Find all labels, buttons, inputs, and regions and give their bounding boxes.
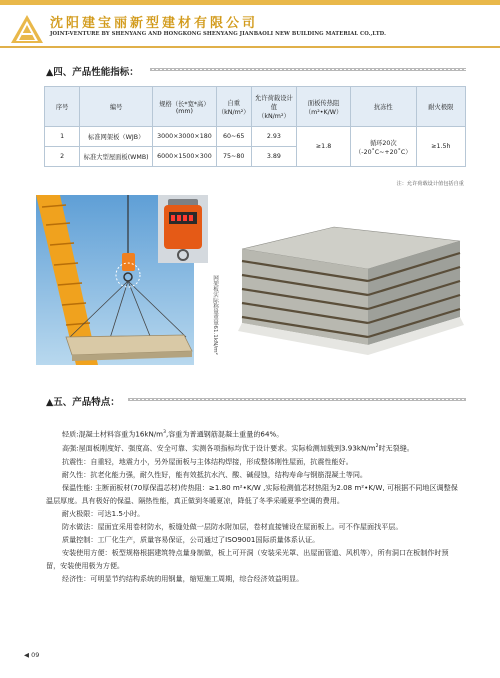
cell-code: 标准网架板（WJB） (80, 127, 153, 147)
header-divider (0, 46, 500, 48)
cell-weight: 60~65 (216, 127, 251, 147)
header-fire: 耐火极限 (416, 87, 465, 127)
table-row (45, 127, 466, 147)
feature-item: 保温性能: 主断面板材(70厚保温芯材)传热阻：≥1.80 m²•K/W ,实际检测值芯材热阻为2.08 m²•K/W, 可根据不同地区调整保温层厚度。具有极好的保温、隔热性能，真正做到冬暖夏凉，降低了冬季采暖夏季空调的费用。 (46, 482, 458, 505)
cell-load: 3.89 (251, 147, 297, 167)
header-frost: 抗冻性 (350, 87, 416, 127)
cell-weight: 75~80 (216, 147, 251, 167)
section-title-performance: ▲四、产品性能指标： (46, 67, 139, 78)
page-number: ◀ 09 (24, 651, 40, 659)
cell-fire: ≥1.5h (416, 127, 465, 167)
header-stripe (0, 0, 500, 5)
feature-item: 质量控制：工厂化生产，质量容易保证，公司通过了ISO9001国际质量体系认证。 (62, 534, 320, 544)
features-list (46, 426, 458, 585)
feature-item: 轻质:混凝土材料容重为$16kN/m^3$,容重为普通钢筋混凝土重量的64%。 (62, 429, 284, 439)
table-note: 注：允许荷载设计值包括自重 (396, 181, 464, 187)
company-name-en: JOINT-VENTURE BY SHENYANG AND HONGKONG SHENYANG JIANBAOLI NEW BUILDING MATERIAL CO.,LTD. (50, 31, 386, 37)
feature-item: 耐火极限：可达1.5小时。 (62, 508, 145, 518)
feature-item: 经济性：可明显节约结构系统的用钢量，缩短施工周期，综合经济效益明显。 (62, 573, 304, 583)
cell-code: 标准大型屋面板(WMB) (80, 147, 153, 167)
header-weight: 自重 （kN/m²） (216, 87, 251, 127)
header-load: 允许荷载设计值 （kN/m²） (251, 87, 297, 127)
section-rule (128, 398, 466, 401)
cell-spec: 6000×1500×300 (153, 147, 217, 167)
company-logo (10, 14, 44, 44)
photo-caption: 网架板实际称量重量61.1kN/m² (212, 275, 218, 355)
cell-load: 2.93 (251, 127, 297, 147)
cell-spec: 3000×3000×180 (153, 127, 217, 147)
cell-heat: ≥1.8 (297, 127, 351, 167)
header-index: 序号 (45, 87, 80, 127)
header-code: 编号 (80, 87, 153, 127)
cell-index: 1 (45, 127, 80, 147)
header-spec: 规格（长*宽*高） (mm) (153, 87, 217, 127)
cell-frost: 循环20次（-20˚C~+20˚C） (350, 127, 416, 167)
header-heat: 面板传热阻 （m²•K/W） (297, 87, 351, 127)
table-header-row (45, 87, 466, 127)
stacked-panels-photo (228, 195, 466, 365)
feature-item: 高强:屋面板刚度好、强度高、安全可靠、实测各项指标均优于设计要求。实际检测加载到$3.93kN/m^2$时无裂缝。 (62, 443, 414, 453)
cell-index: 2 (45, 147, 80, 167)
section-title-features: ▲五、产品特点： (46, 397, 120, 408)
performance-table (44, 86, 466, 167)
section-rule (150, 68, 466, 71)
page-header (0, 0, 500, 48)
feature-item: 安装使用方便：板型规格根据建筑特点量身制做，板上可开洞（安装采光罩、出屋面管道、风机等），所有洞口在板制作时预留，安装使用极为方便。 (46, 547, 449, 570)
feature-item: 抗震性：自重轻，地震力小，另外屋面板与主体结构焊接，形成整体刚性屋面，抗震性能好。 (62, 456, 353, 466)
feature-item: 防水做法：屋面宜采用卷材防水，板缝处做一层防水附加层，卷材直接铺设在屋面板上。可不作屋面找平层。 (62, 521, 403, 531)
scale-photo (158, 195, 208, 263)
feature-item: 耐久性：抗老化能力强，耐久性好，能有效抵抗水汽、酸、碱侵蚀，结构寿命与钢筋混凝土等同。 (62, 469, 368, 479)
company-name-cn: 沈阳建宝丽新型建材有限公司 (50, 16, 259, 31)
